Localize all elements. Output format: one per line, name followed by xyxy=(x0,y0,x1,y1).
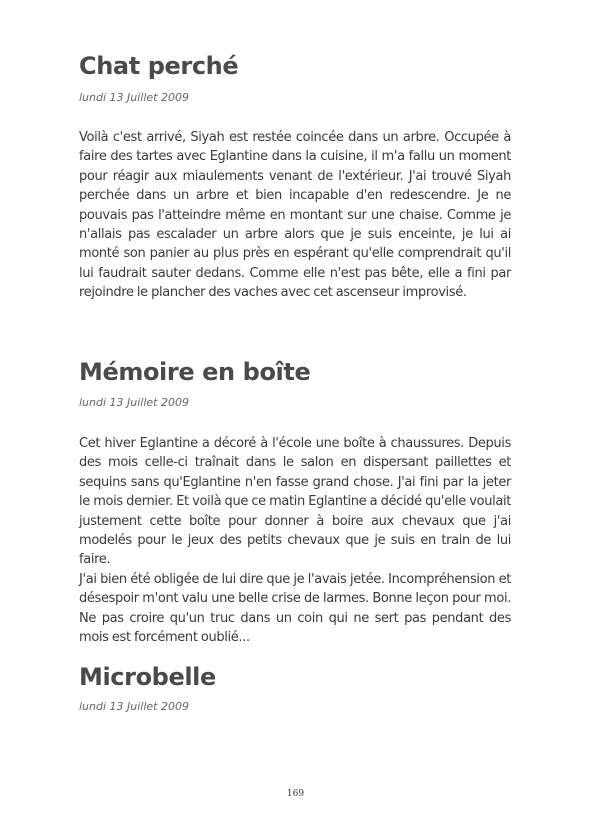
post-body xyxy=(79,434,511,647)
post-paragraph: Voilà c'est arrivé, Siyah est restée coincée dans un arbre. Occupée à faire des tartes avec Eglantine dans la cuisine, il m'a fallu un moment pour réagir aux miaulements venant de l'extérieur. J'ai trouvé Siyah perchée dans un arbre et bien incapable d'en redescendre. Je ne pouvais pas l'atteindre même en montant sur une chaise. Comme je n'allais pas escalader un arbre alors que je suis enceinte, je lui ai monté son panier au plus près en espérant qu'elle comprendrait qu'il lui faudrait sauter dedans. Comme elle n'est pas bête, elle a fini par rejoindre le plancher des vaches avec cet ascenseur improvisé. xyxy=(79,130,511,301)
post-date: lundi 13 Juillet 2009 xyxy=(79,396,189,409)
post-title: Microbelle xyxy=(79,663,216,691)
post-paragraph: Cet hiver Eglantine a décoré à l'école une boîte à chaussures. Depuis des mois celle-ci traînait dans le salon en dispersant paillettes et sequins sans qu'Eglantine n'en fasse grand chose. J'ai fini par la jeter le mois dernier. Et voilà que ce matin Eglantine a décidé qu'elle voulait justement cette boîte pour donner à boire aux chevaux que j'ai modelés pour le jeux des petits chevaux que je suis en train de lui faire. xyxy=(79,436,511,568)
post-body xyxy=(79,128,511,303)
post-title: Chat perché xyxy=(79,52,239,80)
page-number: 169 xyxy=(286,789,305,799)
post-title: Mémoire en boîte xyxy=(79,358,311,386)
post-date: lundi 13 Juillet 2009 xyxy=(79,91,189,104)
post-paragraph: J'ai bien été obligée de lui dire que je l'avais jetée. Incompréhension et désespoir m'ont valu une belle crise de larmes. Bonne leçon pour moi. Ne pas croire qu'un truc dans un coin qui ne sert pas pendant des mois est forcément oublié... xyxy=(79,571,511,646)
post-date: lundi 13 Juillet 2009 xyxy=(79,700,189,713)
